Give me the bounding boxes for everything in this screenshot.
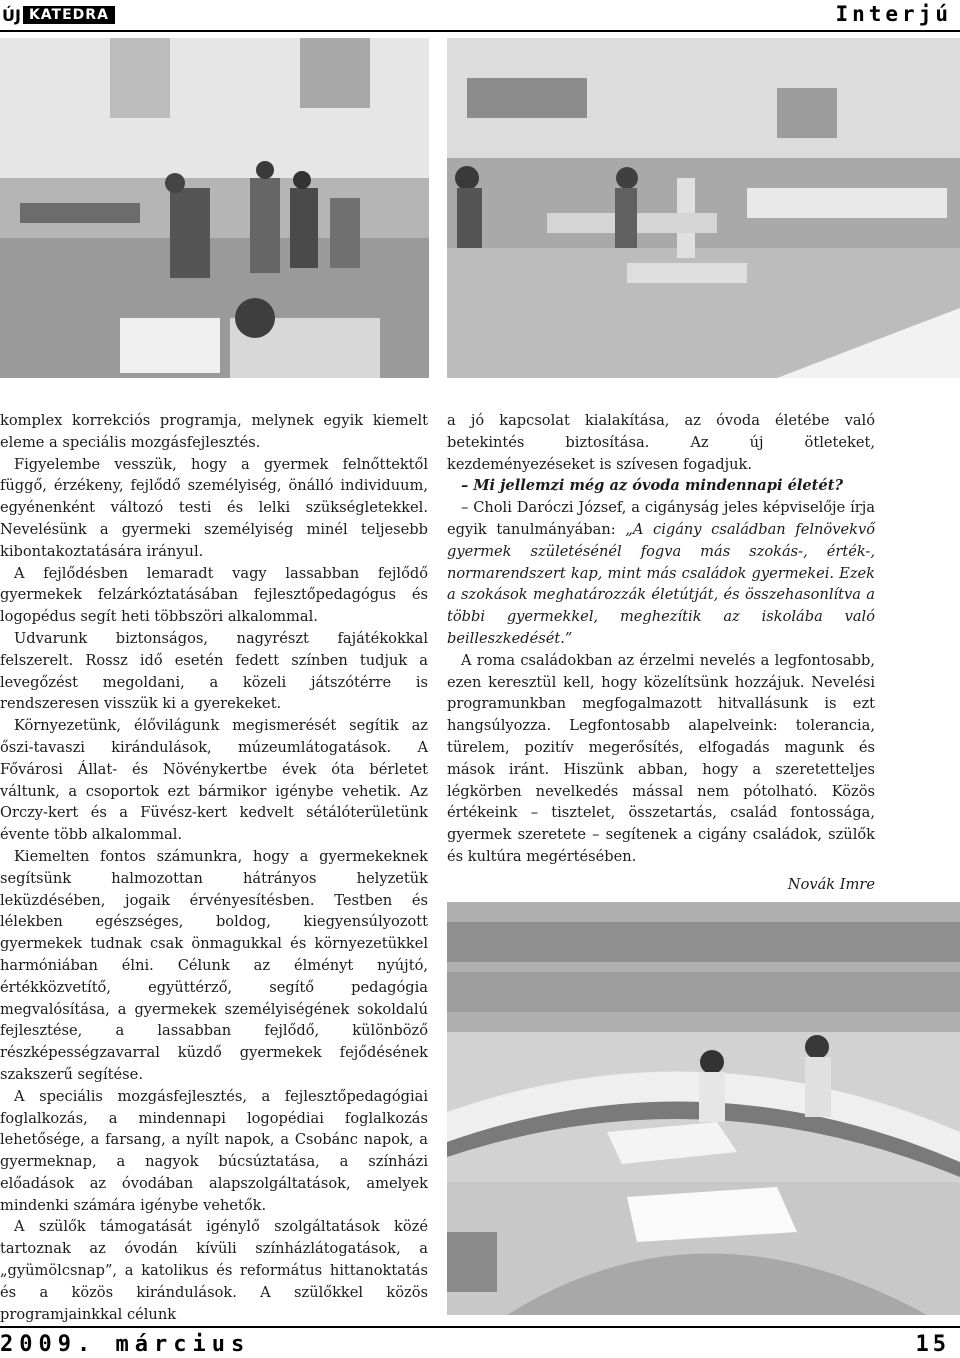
paragraph: Környezetünk, élővilágunk megismerését segítik az őszi-tavaszi kirándulások, múzeumlátogatások. A Fővárosi Állat- és Növénykertbe évek óta bérletet váltunk, a csoportok ezt bármikor igénybe vehetik. Az Orczy-kert és a Füvész-kert kedvelt sétálóterületünk évente több alkalommal. [0, 717, 428, 844]
issue-date: 2009. március [0, 1332, 251, 1357]
paragraph-with-quote [447, 497, 875, 650]
quote-lead: – Choli Daróczi József, a cigányság jeles képviselője írja egyik tanulmányában: [447, 499, 875, 538]
paragraph: A speciális mozgásfejlesztés, a fejlesztőpedagógiai foglalkozás, a mindennapi logopédiai foglalkozás lehetősége, a farsang, a nyílt napok, a Csobánc napok, a gyermeknap, a nagyok búcsúztatása, a színházi előadások az óvodában alapszolgáltatások, amelyek mindenki számára igénybe vehetők. [0, 1087, 428, 1214]
paragraph: Kiemelten fontos számunkra, hogy a gyermekeknek segítsünk halmozottan hátrányos helyzetük leküzdésében, jogaik érvényesítésben. Testben és lélekben egészséges, boldog, kiegyensúlyozott gyermekek tudnak csak önmagukkal és környezetükkel harmóniában élni. Célunk az élményt nyújtó, értékközvetítő, együttérző, segítő pedagógia megvalósítása, a gyermekek személyiségének sokoldalú fejlesztése, a lassabban fejlődő, különböző részképességzavarral küzdő gyermekek fejődésének szakszerű segítése. [0, 847, 428, 1083]
paragraph: Udvarunk biztonságos, nagyrészt fajátékokkal felszerelt. Rossz idő esetén fedett színben tudjuk a levegőzést megoldani, a közeli játszótérre is rendszeresen visszük ki a gyerekeket. [0, 629, 428, 713]
page-number: 15 [915, 1332, 950, 1357]
footer-rule [0, 1326, 960, 1328]
paragraph: komplex korrekciós programja, melynek egyik kiemelt eleme a speciális mozgásfejlesztés. [0, 412, 428, 451]
paragraph: A szülők támogatását igénylő szolgáltatások közé tartoznak az óvodán kívüli színházlátogatások, a „gyümölcsnap”, a katolikus és református hittanoktatás és a közös kirándulások. A szülőkkel közös programjainkkal célunk [0, 1218, 428, 1323]
right-text-column [447, 410, 875, 896]
photo-classroom-children [0, 38, 429, 378]
photo-group-room [447, 902, 960, 1315]
paragraph: a jó kapcsolat kialakítása, az óvoda életébe való betekintés biztosítása. Az új ötleteket, kezdeményezéseket is szívesen fogadjuk. [447, 412, 875, 473]
paragraph: Figyelembe vesszük, hogy a gyermek felnőttektől függő, érzékeny, fejlődő személyiség, önálló individuum, egyénenként változó testi és lelki szükségletekkel. Nevelésünk a gyermeki személyiség minél teljesebb kibontakoztatására irányul. [0, 455, 428, 560]
header-rule [0, 30, 960, 32]
quote-text: „A cigány családban felnövekvő gyermek születésénél fogva más szokás-, érték-, normarendszert kap, mint más családok gyermekei. Ezek a szokások meghatározzák életútját, és összehasonlítva a többi gyermekkel, meghezítik az iskolába való beilleszkedését.” [447, 520, 875, 647]
logo-prefix: ÚJ [2, 5, 21, 25]
interview-question: – Mi jellemzi még az óvoda mindennapi életét? [461, 477, 843, 495]
author-signature: Novák Imre [787, 875, 875, 893]
paragraph: A roma családokban az érzelmi nevelés a legfontosabb, ezen keresztül kell, hogy közelítsünk hozzájuk. Nevelési programunkban megfogalmazott hitvallásunk is ezt hangsúlyozza. Legfontosabb alapelveink: tolerancia, türelem, pozitív megerősítés, elfogadás magunk és mások iránt. Hiszünk abban, hogy a szeretetteljes légkörben nevelkedés mással nem pótolható. Közös értékeink – tisztelet, összetartás, család fontossága, gyermek szeretete – segítenek a cigány családok, szülők és kultúra megértésében. [447, 651, 875, 865]
left-text-column [0, 410, 428, 1325]
section-title: Interjú [835, 2, 952, 26]
magazine-logo [2, 4, 115, 26]
photo-classroom-tables [447, 38, 960, 378]
paragraph: A fejlődésben lemaradt vagy lassabban fejlődő gyermekek felzárkóztatásában fejlesztőpedagógus és logopédus segít heti többszöri alkalommal. [0, 564, 428, 626]
logo-name: KATEDRA [23, 6, 115, 24]
